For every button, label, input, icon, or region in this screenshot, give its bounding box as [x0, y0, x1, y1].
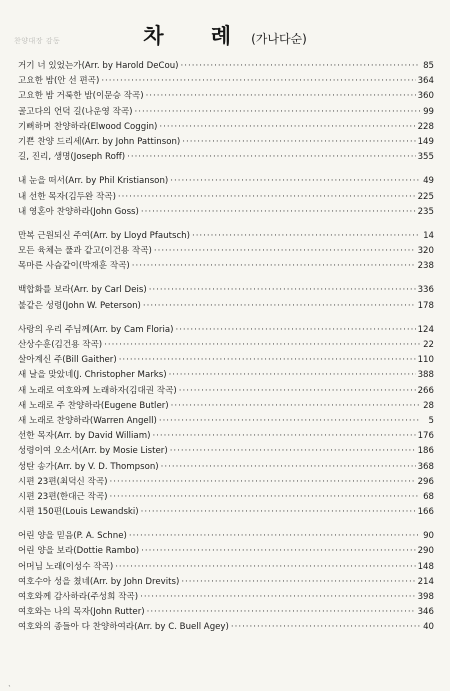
corner-label: 찬양대장 감동 — [14, 37, 61, 45]
leader-dots — [115, 560, 415, 575]
entry-page-number: 28 — [423, 400, 434, 411]
toc-entry[interactable] — [18, 353, 434, 368]
toc-entry[interactable] — [18, 174, 434, 189]
entry-page-number: 355 — [417, 152, 434, 163]
group-gap — [18, 165, 434, 174]
leader-dots — [231, 620, 420, 635]
group-gap — [18, 220, 434, 229]
entry-page-number: 5 — [428, 415, 434, 426]
entry-title: 고요한 밤 거룩한 밤(이문승 작곡) — [18, 91, 144, 102]
entry-page-number: 49 — [423, 176, 434, 187]
entry-title: 성령이여 오소서(Arr. by Mosie Lister) — [18, 446, 168, 457]
leader-dots — [149, 283, 416, 298]
toc-entry[interactable] — [18, 460, 434, 475]
entry-title: 내 선한 목자(김두완 작곡) — [18, 191, 116, 202]
entry-page-number: 99 — [423, 106, 434, 117]
leader-dots — [175, 323, 415, 338]
leader-dots — [152, 429, 415, 444]
toc-entry[interactable] — [18, 399, 434, 414]
toc-entry[interactable] — [18, 229, 434, 244]
leader-dots — [104, 338, 420, 353]
toc-entry[interactable] — [18, 575, 434, 590]
entry-title: 만복 근원되신 주여(Arr. by Lloyd Pfautsch) — [18, 230, 190, 241]
title-sub: (가나다순) — [251, 32, 307, 46]
entry-title: 시편 150편(Louis Lewandski) — [18, 507, 139, 518]
leader-dots — [154, 244, 416, 259]
leader-dots — [119, 353, 416, 368]
entry-page-number: 228 — [417, 121, 434, 132]
entry-title: 목마른 사슴같이(박재훈 작곡) — [18, 261, 130, 272]
entry-title: 어린 양을 보라(Dottie Rambo) — [18, 546, 140, 557]
leader-dots — [141, 544, 415, 559]
entry-page-number: 176 — [417, 431, 434, 442]
toc-entry[interactable] — [18, 475, 434, 490]
entry-title: 여호와의 종들아 다 찬양하여라(Arr. by C. Buell Agey) — [18, 622, 229, 633]
leader-dots — [161, 460, 416, 475]
toc-entry[interactable] — [18, 590, 434, 605]
entry-title: 모든 육체는 풀과 같고(이건용 작곡) — [18, 246, 152, 257]
toc-entry[interactable] — [18, 560, 434, 575]
entry-title: 골고다의 언덕 길(나운영 작곡) — [18, 106, 133, 117]
entry-title: 새 노래로 찬양하라(Warren Angell) — [18, 415, 157, 426]
toc-entry[interactable] — [18, 190, 434, 205]
entry-page-number: 238 — [417, 261, 434, 272]
entry-title: 산상수훈(김건용 작곡) — [18, 340, 103, 350]
toc-entry[interactable] — [18, 323, 434, 338]
leader-dots — [143, 299, 416, 314]
toc-entry[interactable] — [18, 89, 434, 104]
entry-title: 시편 23편(최덕신 작곡) — [18, 476, 108, 487]
leader-dots — [171, 399, 420, 414]
toc-entry[interactable] — [18, 105, 434, 120]
group-gap — [18, 274, 434, 283]
entry-title: 새 노래로 주 찬양하라(Eugene Butler) — [18, 400, 169, 411]
entry-page-number: 296 — [417, 476, 434, 487]
leader-dots — [101, 74, 415, 89]
entry-title: 살아계신 주(Bill Gaither) — [18, 355, 117, 366]
toc-list — [18, 59, 434, 636]
toc-entry[interactable] — [18, 490, 434, 505]
toc-entry[interactable] — [18, 120, 434, 135]
toc-entry[interactable] — [18, 205, 434, 220]
entry-page-number: 398 — [417, 592, 434, 602]
leader-dots — [135, 105, 420, 120]
leader-dots — [140, 590, 416, 605]
toc-entry[interactable] — [18, 605, 434, 620]
entry-page-number: 178 — [417, 300, 434, 311]
entry-page-number: 22 — [423, 340, 434, 350]
toc-entry[interactable] — [18, 338, 434, 353]
entry-title: 어린 양을 믿음(P. A. Schne) — [18, 531, 127, 542]
entry-page-number: 166 — [417, 507, 434, 518]
leader-dots — [170, 444, 416, 459]
entry-page-number: 364 — [417, 76, 434, 87]
entry-page-number: 360 — [417, 91, 434, 102]
entry-page-number: 346 — [417, 607, 434, 618]
entry-page-number: 290 — [417, 546, 434, 557]
toc-entry[interactable] — [18, 150, 434, 165]
entry-title: 내 눈을 떠서(Arr. by Phil Kristianson) — [18, 176, 169, 187]
page-title — [0, 20, 450, 50]
leader-dots — [132, 259, 416, 274]
entry-page-number: 214 — [417, 576, 434, 587]
entry-page-number: 85 — [423, 61, 434, 71]
toc-entry[interactable] — [18, 444, 434, 459]
leader-dots — [127, 150, 415, 165]
page-corner-tick: ˎ — [8, 679, 12, 687]
entry-title: 길, 진리, 생명(Joseph Roff) — [18, 152, 126, 163]
toc-entry[interactable] — [18, 74, 434, 89]
entry-page-number: 148 — [417, 561, 434, 572]
toc-entry[interactable] — [18, 384, 434, 399]
leader-dots — [170, 174, 420, 189]
entry-title: 내 영혼아 찬양하라(John Goss) — [18, 206, 139, 217]
entry-page-number: 68 — [423, 491, 434, 502]
leader-dots — [129, 529, 420, 544]
leader-dots — [169, 368, 416, 383]
entry-page-number: 149 — [417, 136, 434, 147]
entry-title: 여호수아 성을 쳤네(Arr. by John Drevits) — [18, 576, 180, 587]
entry-title: 새 날을 맞았네(J. Christopher Marks) — [18, 370, 167, 381]
entry-page-number: 368 — [417, 461, 434, 472]
group-gap — [18, 314, 434, 323]
entry-title: 성탄 송가(Arr. by V. D. Thompson) — [18, 461, 159, 472]
leader-dots — [110, 490, 420, 505]
entry-title: 불같은 성령(John W. Peterson) — [18, 300, 141, 311]
toc-entry[interactable] — [18, 283, 434, 298]
leader-dots — [181, 575, 415, 590]
toc-entry[interactable] — [18, 59, 434, 74]
entry-title: 선한 목자(Arr. by David William) — [18, 431, 151, 442]
entry-page-number: 124 — [417, 324, 434, 335]
leader-dots — [147, 605, 416, 620]
leader-dots — [192, 229, 420, 244]
entry-title: 고요한 밤(안 선 편곡) — [18, 76, 100, 87]
leader-dots — [146, 89, 416, 104]
entry-page-number: 235 — [417, 206, 434, 217]
entry-page-number: 90 — [423, 531, 434, 542]
toc-entry[interactable] — [18, 620, 434, 635]
leader-dots — [159, 120, 415, 135]
leader-dots — [179, 384, 416, 399]
toc-entry[interactable] — [18, 368, 434, 383]
entry-page-number: 40 — [423, 622, 434, 633]
toc-entry[interactable] — [18, 135, 434, 150]
leader-dots — [118, 190, 416, 205]
entry-page-number: 186 — [417, 446, 434, 457]
entry-title: 새 노래로 여호와께 노래하자(김대권 작곡) — [18, 385, 177, 396]
entry-title: 여호와께 감사하라(주성희 작곡) — [18, 592, 139, 602]
leader-dots — [159, 414, 420, 429]
toc-entry[interactable] — [18, 244, 434, 259]
entry-page-number: 388 — [417, 370, 434, 381]
entry-page-number: 336 — [417, 285, 434, 296]
title-main: 차 례 — [143, 24, 252, 48]
toc-entry[interactable] — [18, 414, 434, 429]
toc-entry[interactable] — [18, 429, 434, 444]
entry-page-number: 320 — [417, 246, 434, 257]
entry-title: 여호와는 나의 목자(John Rutter) — [18, 607, 145, 618]
toc-entry[interactable] — [18, 505, 434, 520]
entry-page-number: 110 — [417, 355, 434, 366]
entry-title: 시편 23편(한대근 작곡) — [18, 491, 108, 502]
group-gap — [18, 520, 434, 529]
leader-dots — [182, 135, 415, 150]
entry-title: 거기 너 있었는가(Arr. by Harold DeCou) — [18, 61, 179, 71]
entry-page-number: 266 — [417, 385, 434, 396]
toc-entry[interactable] — [18, 529, 434, 544]
toc-entry[interactable] — [18, 299, 434, 314]
toc-entry[interactable] — [18, 544, 434, 559]
entry-page-number: 14 — [423, 230, 434, 241]
entry-title: 기쁜 찬양 드리세(Arr. by John Pattinson) — [18, 136, 181, 147]
entry-title: 백합화를 보라(Arr. by Carl Deis) — [18, 285, 147, 296]
leader-dots — [141, 205, 416, 220]
entry-page-number: 225 — [417, 191, 434, 202]
leader-dots — [110, 475, 416, 490]
entry-title: 사랑의 우리 주님께(Arr. by Cam Floria) — [18, 324, 174, 335]
entry-title: 기뻐하며 찬양하라(Elwood Coggin) — [18, 121, 158, 132]
toc-entry[interactable] — [18, 259, 434, 274]
leader-dots — [181, 59, 420, 74]
entry-title: 어머님 노래(이성수 작곡) — [18, 561, 114, 572]
leader-dots — [141, 505, 416, 520]
